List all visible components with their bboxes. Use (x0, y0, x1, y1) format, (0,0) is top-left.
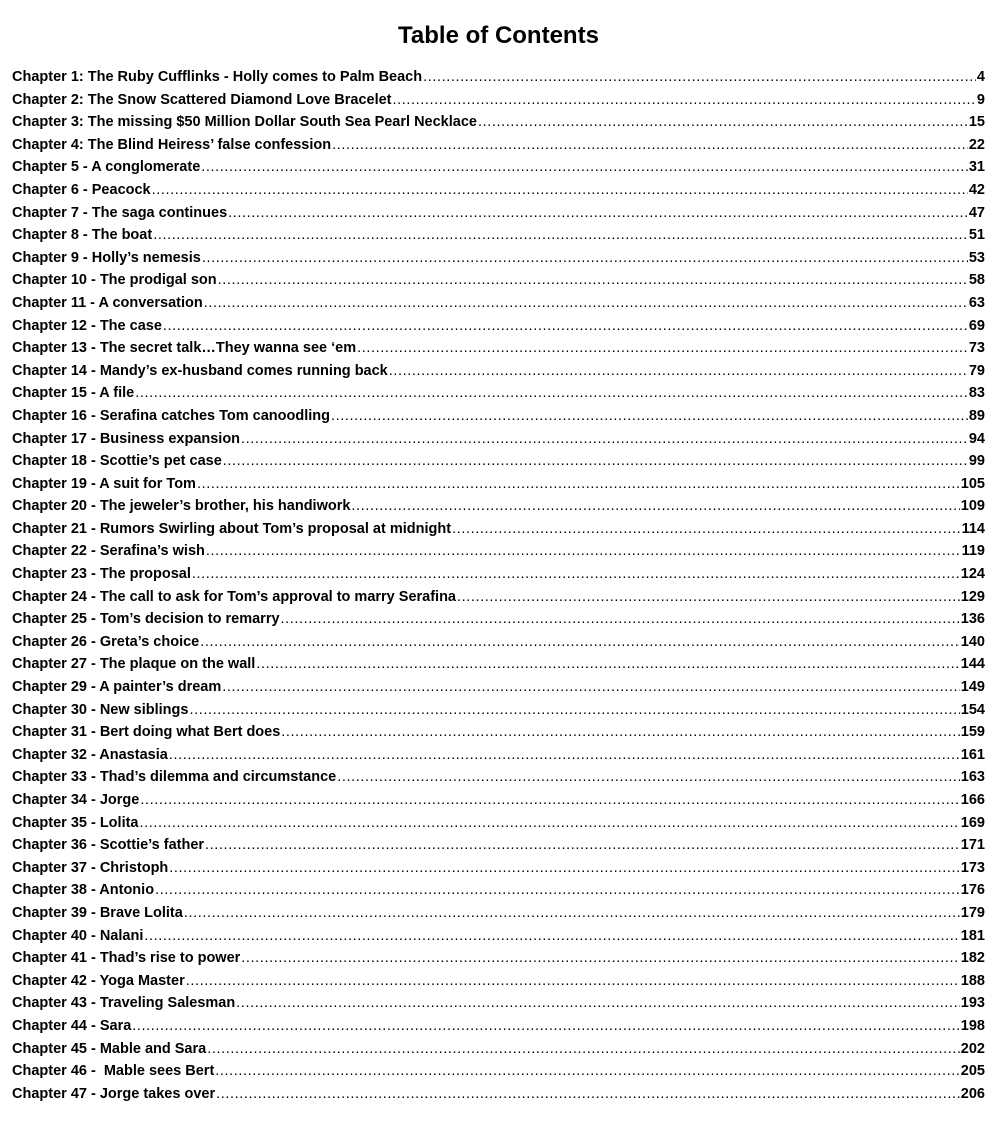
toc-entry-page-number: 99 (968, 453, 985, 470)
toc-entry-label: Chapter 7 - The saga continues (12, 204, 228, 221)
toc-entry-page-number: 202 (960, 1040, 985, 1057)
toc-entry[interactable] (12, 247, 985, 270)
dot-leader (236, 992, 960, 1015)
toc-entry-label: Chapter 16 - Serafina catches Tom canoodling (12, 407, 331, 424)
toc-entry-page-number: 193 (960, 995, 985, 1012)
toc-entry[interactable] (12, 744, 985, 767)
dot-leader (357, 337, 968, 360)
toc-entry[interactable] (12, 405, 985, 428)
dot-leader (228, 202, 968, 225)
toc-entry-label: Chapter 42 - Yoga Master (12, 972, 185, 989)
toc-entry-label: Chapter 4: The Blind Heiress’ false confession (12, 136, 332, 153)
dot-leader (241, 947, 960, 970)
toc-entry-page-number: 171 (960, 837, 985, 854)
toc-entry[interactable] (12, 879, 985, 902)
toc-entry-label: Chapter 32 - Anastasia (12, 746, 168, 763)
toc-entry[interactable] (12, 1038, 985, 1061)
dot-leader (201, 156, 968, 179)
toc-entry-label: Chapter 37 - Christoph (12, 859, 169, 876)
toc-entry-page-number: 51 (968, 227, 985, 244)
toc-entry-page-number: 140 (960, 633, 985, 650)
dot-leader (163, 315, 968, 338)
toc-entry-page-number: 9 (976, 91, 985, 108)
toc-entry-page-number: 149 (960, 679, 985, 696)
toc-entry[interactable] (12, 315, 985, 338)
dot-leader (197, 473, 960, 496)
dot-leader (281, 721, 960, 744)
toc-entry-page-number: 169 (960, 814, 985, 831)
toc-entry-label: Chapter 19 - A suit for Tom (12, 475, 196, 492)
toc-entry-page-number: 89 (968, 407, 985, 424)
toc-entry-page-number: 105 (960, 475, 985, 492)
toc-entry-page-number: 4 (976, 69, 985, 85)
toc-entry-page-number: 182 (960, 950, 985, 967)
toc-entry-page-number: 163 (960, 769, 985, 786)
dot-leader (186, 970, 960, 993)
toc-entry[interactable] (12, 970, 985, 993)
toc-entry[interactable] (12, 586, 985, 609)
dot-leader (281, 608, 960, 631)
toc-entry[interactable] (12, 766, 985, 789)
toc-entry[interactable] (12, 450, 985, 473)
dot-leader (215, 1060, 960, 1083)
toc-entry[interactable] (12, 1060, 985, 1083)
toc-entry-page-number: 58 (968, 272, 985, 289)
dot-leader (184, 902, 960, 925)
toc-entry-page-number: 73 (968, 340, 985, 357)
toc-entry-page-number: 22 (968, 136, 985, 153)
toc-entry-page-number: 154 (960, 701, 985, 718)
toc-entry-label: Chapter 33 - Thad’s dilemma and circumstance (12, 769, 337, 786)
dot-leader (331, 405, 968, 428)
dot-leader (140, 812, 960, 835)
toc-entry-page-number: 205 (960, 1063, 985, 1080)
toc-entry-label: Chapter 34 - Jorge (12, 792, 140, 808)
toc-entry-label: Chapter 29 - A painter’s dream (12, 679, 222, 696)
toc-entry-page-number: 206 (960, 1085, 985, 1102)
dot-leader (140, 789, 959, 812)
toc-entry[interactable] (12, 428, 985, 451)
dot-leader (332, 134, 968, 157)
toc-entry-page-number: 181 (960, 927, 985, 944)
toc-entry[interactable] (12, 789, 985, 812)
toc-entry[interactable] (12, 292, 985, 315)
toc-entry[interactable] (12, 721, 985, 744)
toc-entry-page-number: 15 (968, 114, 985, 131)
dot-leader (204, 292, 968, 315)
dot-leader (202, 247, 968, 270)
toc-entry-label: Chapter 41 - Thad’s rise to power (12, 950, 241, 967)
toc-entry-page-number: 109 (960, 498, 985, 515)
toc-list (12, 66, 985, 1105)
toc-entry[interactable] (12, 1015, 985, 1038)
toc-entry[interactable] (12, 473, 985, 496)
dot-leader (135, 382, 968, 405)
toc-entry[interactable] (12, 992, 985, 1015)
toc-entry-page-number: 166 (960, 792, 985, 808)
toc-entry-label: Chapter 10 - The prodigal son (12, 272, 217, 289)
toc-entry-label: Chapter 18 - Scottie’s pet case (12, 453, 222, 470)
toc-entry[interactable] (12, 563, 985, 586)
toc-entry[interactable] (12, 66, 985, 89)
toc-entry[interactable] (12, 134, 985, 157)
toc-entry-label: Chapter 21 - Rumors Swirling about Tom’s proposal at midnight (12, 520, 452, 537)
toc-entry-label: Chapter 38 - Antonio (12, 882, 155, 899)
dot-leader (153, 224, 968, 247)
toc-entry[interactable] (12, 857, 985, 880)
dot-leader (423, 66, 976, 89)
toc-entry-page-number: 198 (960, 1017, 985, 1034)
toc-entry-label: Chapter 3: The missing $50 Million Dollar South Sea Pearl Necklace (12, 114, 477, 131)
toc-entry-label: Chapter 13 - The secret talk…They wanna see ‘em (12, 340, 357, 357)
dot-leader (222, 676, 960, 699)
toc-entry-label: Chapter 31 - Bert doing what Bert does (12, 724, 281, 741)
dot-leader (144, 925, 959, 948)
toc-entry-label: Chapter 1: The Ruby Cufflinks - Holly comes to Palm Beach (12, 69, 423, 85)
toc-entry-label: Chapter 20 - The jeweler’s brother, his handiwork (12, 498, 351, 515)
toc-entry-page-number: 83 (968, 385, 985, 402)
toc-entry-label: Chapter 47 - Jorge takes over (12, 1085, 216, 1102)
dot-leader (457, 586, 960, 609)
toc-entry[interactable] (12, 925, 985, 948)
toc-entry-page-number: 159 (960, 724, 985, 741)
page-title: Table of Contents (398, 22, 599, 49)
toc-entry[interactable] (12, 608, 985, 631)
toc-entry-label: Chapter 35 - Lolita (12, 814, 139, 831)
toc-entry-page-number: 114 (961, 520, 985, 537)
toc-entry-page-number: 42 (968, 181, 985, 198)
toc-entry[interactable] (12, 1083, 985, 1106)
dot-leader (216, 1083, 960, 1106)
toc-entry-label: Chapter 43 - Traveling Salesman (12, 995, 236, 1012)
dot-leader (132, 1015, 960, 1038)
dot-leader (389, 360, 968, 383)
toc-entry[interactable] (12, 179, 985, 202)
toc-entry[interactable] (12, 269, 985, 292)
toc-entry-label: Chapter 8 - The boat (12, 227, 153, 244)
dot-leader (452, 518, 961, 541)
toc-entry-page-number: 129 (960, 588, 985, 605)
dot-leader (152, 179, 968, 202)
toc-entry-label: Chapter 5 - A conglomerate (12, 159, 201, 176)
toc-entry-page-number: 179 (960, 904, 985, 921)
toc-entry-label: Chapter 27 - The plaque on the wall (12, 656, 256, 673)
toc-entry-label: Chapter 25 - Tom’s decision to remarry (12, 611, 280, 628)
dot-leader (218, 269, 968, 292)
toc-entry-page-number: 53 (968, 249, 985, 266)
dot-leader (241, 428, 968, 451)
toc-entry[interactable] (12, 653, 985, 676)
toc-entry-label: Chapter 26 - Greta’s choice (12, 633, 200, 650)
toc-entry-label: Chapter 40 - Nalani (12, 927, 144, 944)
toc-entry[interactable] (12, 360, 985, 383)
dot-leader (155, 879, 960, 902)
dot-leader (393, 89, 976, 112)
toc-entry[interactable] (12, 631, 985, 654)
toc-entry-label: Chapter 46 - Mable sees Bert (12, 1063, 215, 1080)
toc-entry[interactable] (12, 902, 985, 925)
dot-leader (207, 1038, 960, 1061)
toc-entry[interactable] (12, 382, 985, 405)
toc-entry-label: Chapter 6 - Peacock (12, 181, 151, 198)
toc-entry[interactable] (12, 337, 985, 360)
toc-entry-label: Chapter 15 - A file (12, 385, 135, 402)
toc-entry-page-number: 176 (960, 882, 985, 899)
toc-entry-page-number: 173 (960, 859, 985, 876)
dot-leader (223, 450, 968, 473)
dot-leader (478, 111, 968, 134)
toc-entry-label: Chapter 44 - Sara (12, 1017, 132, 1034)
toc-entry-page-number: 94 (968, 430, 985, 447)
toc-entry-page-number: 79 (968, 362, 985, 379)
toc-entry-label: Chapter 14 - Mandy’s ex-husband comes running back (12, 362, 388, 379)
toc-entry-page-number: 47 (968, 204, 985, 221)
dot-leader (169, 744, 960, 767)
toc-entry[interactable] (12, 111, 985, 134)
toc-entry[interactable] (12, 676, 985, 699)
toc-entry-label: Chapter 12 - The case (12, 317, 162, 334)
toc-entry-label: Chapter 45 - Mable and Sara (12, 1040, 207, 1057)
toc-entry[interactable] (12, 89, 985, 112)
toc-entry[interactable] (12, 540, 985, 563)
toc-entry-label: Chapter 24 - The call to ask for Tom’s approval to marry Serafina (12, 588, 456, 605)
toc-entry-page-number: 144 (960, 656, 985, 673)
toc-entry[interactable] (12, 834, 985, 857)
toc-entry-label: Chapter 17 - Business expansion (12, 430, 241, 447)
dot-leader (192, 563, 960, 586)
toc-entry-label: Chapter 39 - Brave Lolita (12, 904, 183, 921)
dot-leader (256, 653, 959, 676)
toc-entry-page-number: 119 (961, 543, 985, 560)
toc-entry-page-number: 161 (960, 746, 985, 763)
toc-entry-label: Chapter 22 - Serafina’s wish (12, 543, 205, 560)
dot-leader (337, 766, 960, 789)
dot-leader (206, 540, 961, 563)
dot-leader (205, 834, 960, 857)
toc-entry[interactable] (12, 699, 985, 722)
toc-entry[interactable] (12, 812, 985, 835)
dot-leader (351, 495, 959, 518)
toc-entry-label: Chapter 36 - Scottie’s father (12, 837, 205, 854)
toc-entry-page-number: 124 (960, 566, 985, 583)
toc-entry-page-number: 188 (960, 972, 985, 989)
toc-entry[interactable] (12, 156, 985, 179)
dot-leader (189, 699, 959, 722)
toc-entry-page-number: 31 (968, 159, 985, 176)
toc-entry-page-number: 69 (968, 317, 985, 334)
toc-entry-page-number: 63 (968, 294, 985, 311)
toc-entry[interactable] (12, 495, 985, 518)
toc-entry[interactable] (12, 518, 985, 541)
toc-entry-label: Chapter 30 - New siblings (12, 701, 189, 718)
toc-entry-page-number: 136 (960, 611, 985, 628)
toc-entry-label: Chapter 2: The Snow Scattered Diamond Love Bracelet (12, 91, 392, 108)
toc-entry-label: Chapter 23 - The proposal (12, 566, 191, 583)
dot-leader (169, 857, 960, 880)
toc-entry[interactable] (12, 947, 985, 970)
toc-entry[interactable] (12, 224, 985, 247)
dot-leader (200, 631, 960, 654)
toc-entry[interactable] (12, 202, 985, 225)
toc-entry-label: Chapter 11 - A conversation (12, 294, 203, 311)
toc-entry-label: Chapter 9 - Holly’s nemesis (12, 249, 201, 266)
